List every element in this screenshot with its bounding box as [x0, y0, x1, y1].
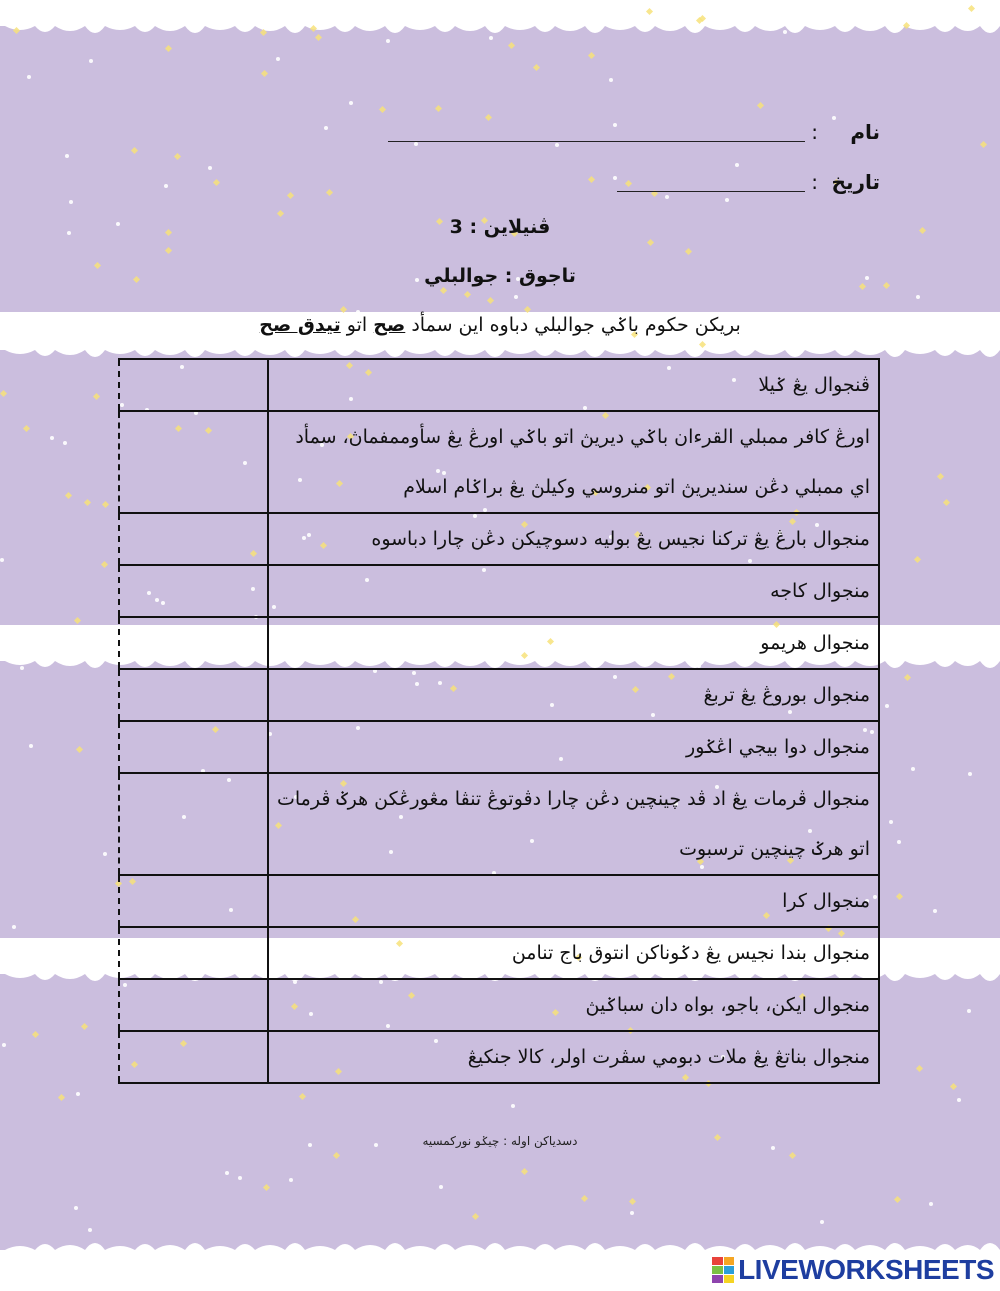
answer-box[interactable]	[119, 513, 268, 565]
question-table	[118, 358, 880, 1084]
question-text: اورڠ كافر ممبلي القرءان باݢي ديريڽ اتو باݢي اورڠ يڠ سأوممفماڽ، سمأد اي ممبلي دڠن سنديريڽ اتو منروسي وكيلڽ يڠ براݢام اسلام	[268, 411, 879, 513]
star-decoration	[103, 852, 107, 856]
star-decoration	[508, 42, 515, 49]
date-label: تاريخ	[831, 170, 880, 194]
answer-box[interactable]	[119, 669, 268, 721]
answer-box[interactable]	[119, 1031, 268, 1083]
answer-box[interactable]	[119, 927, 268, 979]
question-text: منجوال ڤرمات يڠ اد ڤد چينچين دڠن چارا دڤوتوڠ تنڤا مڠورڠكن هرݢ ڤرمات اتو هرݢ چينچين ترسبوت	[268, 773, 879, 875]
question-text: منجوال دوا بيجي اڠݢور	[268, 721, 879, 773]
star-decoration	[84, 499, 91, 506]
name-input-line[interactable]	[388, 141, 805, 142]
star-decoration	[29, 744, 33, 748]
star-decoration	[439, 1185, 443, 1189]
question-text: ڤنجوال يڠ ݢيلا	[268, 359, 879, 411]
footer-credit: دسدياكن اوله : چيݢو نوركمسيه	[422, 1134, 578, 1148]
star-decoration	[646, 8, 653, 15]
answer-box[interactable]	[119, 617, 268, 669]
star-decoration	[911, 767, 915, 771]
star-decoration	[101, 561, 108, 568]
question-text: منجوال ايكن، باجو، بواه دان سباݢيڽ	[268, 979, 879, 1031]
star-decoration	[69, 200, 73, 204]
star-decoration	[757, 102, 764, 109]
star-decoration	[27, 75, 31, 79]
answer-box[interactable]	[119, 411, 268, 513]
instruction-true: صح	[373, 314, 406, 336]
star-decoration	[889, 820, 893, 824]
question-text: منجوال کاجه	[268, 565, 879, 617]
star-decoration	[916, 295, 920, 299]
instruction	[0, 314, 1000, 336]
star-decoration	[315, 34, 322, 41]
star-decoration	[980, 141, 987, 148]
question-text: منجوال هريمو	[268, 617, 879, 669]
star-decoration	[289, 1178, 293, 1182]
star-decoration	[50, 436, 54, 440]
table-row	[119, 513, 879, 565]
question-text: منجوال بناتڠ يڠ ملات دبومي سڤرت اولر، كالا جنكيڠ	[268, 1031, 879, 1083]
star-decoration	[310, 25, 317, 32]
star-decoration	[164, 184, 168, 188]
star-decoration	[904, 674, 911, 681]
instruction-false: تيدق صح	[259, 314, 341, 336]
question-text: منجوال كرا	[268, 875, 879, 927]
instruction-text: بريكن حكوم باݢي جوالبلي دباوه اين سمأد	[411, 314, 741, 336]
star-decoration	[165, 45, 172, 52]
star-decoration	[162, 1, 166, 5]
star-decoration	[489, 36, 493, 40]
star-decoration	[629, 1198, 636, 1205]
star-decoration	[210, 337, 214, 341]
star-decoration	[630, 1211, 634, 1215]
star-decoration	[581, 1195, 588, 1202]
star-decoration	[521, 1168, 528, 1175]
star-decoration	[524, 306, 531, 313]
star-decoration	[0, 558, 4, 562]
star-decoration	[464, 291, 471, 298]
star-decoration	[487, 297, 494, 304]
star-decoration	[957, 1098, 961, 1102]
star-decoration	[260, 29, 267, 36]
star-decoration	[65, 492, 72, 499]
star-decoration	[588, 52, 595, 59]
star-decoration	[131, 147, 138, 154]
answer-box[interactable]	[119, 721, 268, 773]
star-decoration	[533, 64, 540, 71]
star-decoration	[435, 105, 442, 112]
star-decoration	[2, 1043, 6, 1047]
star-decoration	[58, 1094, 65, 1101]
star-decoration	[903, 22, 910, 29]
star-decoration	[937, 473, 944, 480]
star-decoration	[276, 57, 280, 61]
star-decoration	[379, 106, 386, 113]
table-row	[119, 669, 879, 721]
star-decoration	[820, 1220, 824, 1224]
star-decoration	[914, 556, 921, 563]
star-decoration	[165, 247, 172, 254]
star-decoration	[287, 192, 294, 199]
star-decoration	[609, 78, 613, 82]
star-decoration	[894, 1196, 901, 1203]
star-decoration	[783, 30, 787, 34]
name-label: نام	[850, 120, 880, 144]
topic-title: تاجوق : جوالبلي	[424, 265, 576, 287]
answer-box[interactable]	[119, 979, 268, 1031]
answer-box[interactable]	[119, 359, 268, 411]
logo-mark-icon	[712, 1257, 734, 1283]
star-decoration	[724, 341, 728, 345]
star-decoration	[349, 101, 353, 105]
level-title: ڤنيلاين : 3	[449, 216, 551, 238]
star-decoration	[885, 704, 889, 708]
table-row	[119, 721, 879, 773]
star-decoration	[102, 501, 109, 508]
table-row	[119, 979, 879, 1031]
star-decoration	[968, 772, 972, 776]
date-input-line[interactable]	[617, 191, 805, 192]
star-decoration	[967, 1009, 971, 1013]
star-decoration	[63, 441, 67, 445]
star-decoration	[735, 163, 739, 167]
star-decoration	[916, 1065, 923, 1072]
star-decoration	[263, 1184, 270, 1191]
question-text: منجوال بوروڠ يڠ تربڠ	[268, 669, 879, 721]
star-decoration	[699, 341, 706, 348]
star-decoration	[472, 1213, 479, 1220]
table-row	[119, 927, 879, 979]
star-decoration	[386, 39, 390, 43]
star-decoration	[324, 126, 328, 130]
date-colon: :	[811, 170, 818, 194]
star-decoration	[93, 393, 100, 400]
star-decoration	[23, 425, 30, 432]
star-decoration	[929, 1202, 933, 1206]
question-text: منجوال بارڠ يڠ تركنا نجيس يڠ بوليه دسوچيكن دڠن چارا دباسوه	[268, 513, 879, 565]
star-decoration	[261, 70, 268, 77]
star-decoration	[897, 840, 901, 844]
star-decoration	[174, 153, 181, 160]
star-decoration	[326, 189, 333, 196]
star-decoration	[32, 1031, 39, 1038]
answer-box[interactable]	[119, 773, 268, 875]
star-decoration	[0, 390, 7, 397]
star-decoration	[514, 295, 518, 299]
star-decoration	[208, 166, 212, 170]
liveworksheets-logo	[712, 1254, 994, 1286]
table-row	[119, 617, 879, 669]
star-decoration	[950, 1083, 957, 1090]
star-decoration	[511, 1104, 515, 1108]
star-decoration	[717, 339, 721, 343]
instruction-conj: اتو	[346, 314, 368, 336]
star-decoration	[789, 1152, 796, 1159]
star-decoration	[51, 346, 55, 350]
star-decoration	[20, 666, 24, 670]
star-decoration	[12, 925, 16, 929]
table-row	[119, 411, 879, 513]
star-decoration	[299, 1093, 306, 1100]
table-row	[119, 875, 879, 927]
table-row	[119, 1031, 879, 1083]
star-decoration	[76, 1092, 80, 1096]
star-decoration	[440, 287, 447, 294]
table-row	[119, 773, 879, 875]
star-decoration	[74, 617, 81, 624]
star-decoration	[74, 1206, 78, 1210]
date-field	[600, 170, 880, 200]
answer-box[interactable]	[119, 875, 268, 927]
star-decoration	[340, 306, 347, 313]
star-decoration	[213, 179, 220, 186]
table-row	[119, 359, 879, 411]
logo-text: LIVEWORKSHEETS	[738, 1254, 994, 1285]
answer-box[interactable]	[119, 565, 268, 617]
table-row	[119, 565, 879, 617]
star-decoration	[225, 1171, 229, 1175]
star-decoration	[647, 239, 654, 246]
star-decoration	[238, 1176, 242, 1180]
question-text: منجوال بندا نجيس يڠ دݢوناكن انتوق باج تنامن	[268, 927, 879, 979]
star-decoration	[685, 248, 692, 255]
star-decoration	[968, 5, 975, 12]
star-decoration	[88, 1228, 92, 1232]
name-colon: :	[811, 120, 818, 144]
name-field	[380, 120, 880, 150]
star-decoration	[333, 1152, 340, 1159]
star-decoration	[65, 154, 69, 158]
star-decoration	[943, 499, 950, 506]
star-decoration	[933, 909, 937, 913]
star-decoration	[89, 59, 93, 63]
star-decoration	[76, 746, 83, 753]
star-decoration	[896, 893, 903, 900]
star-decoration	[531, 345, 535, 349]
star-decoration	[81, 1023, 88, 1030]
star-decoration	[13, 27, 20, 34]
star-decoration	[588, 176, 595, 183]
